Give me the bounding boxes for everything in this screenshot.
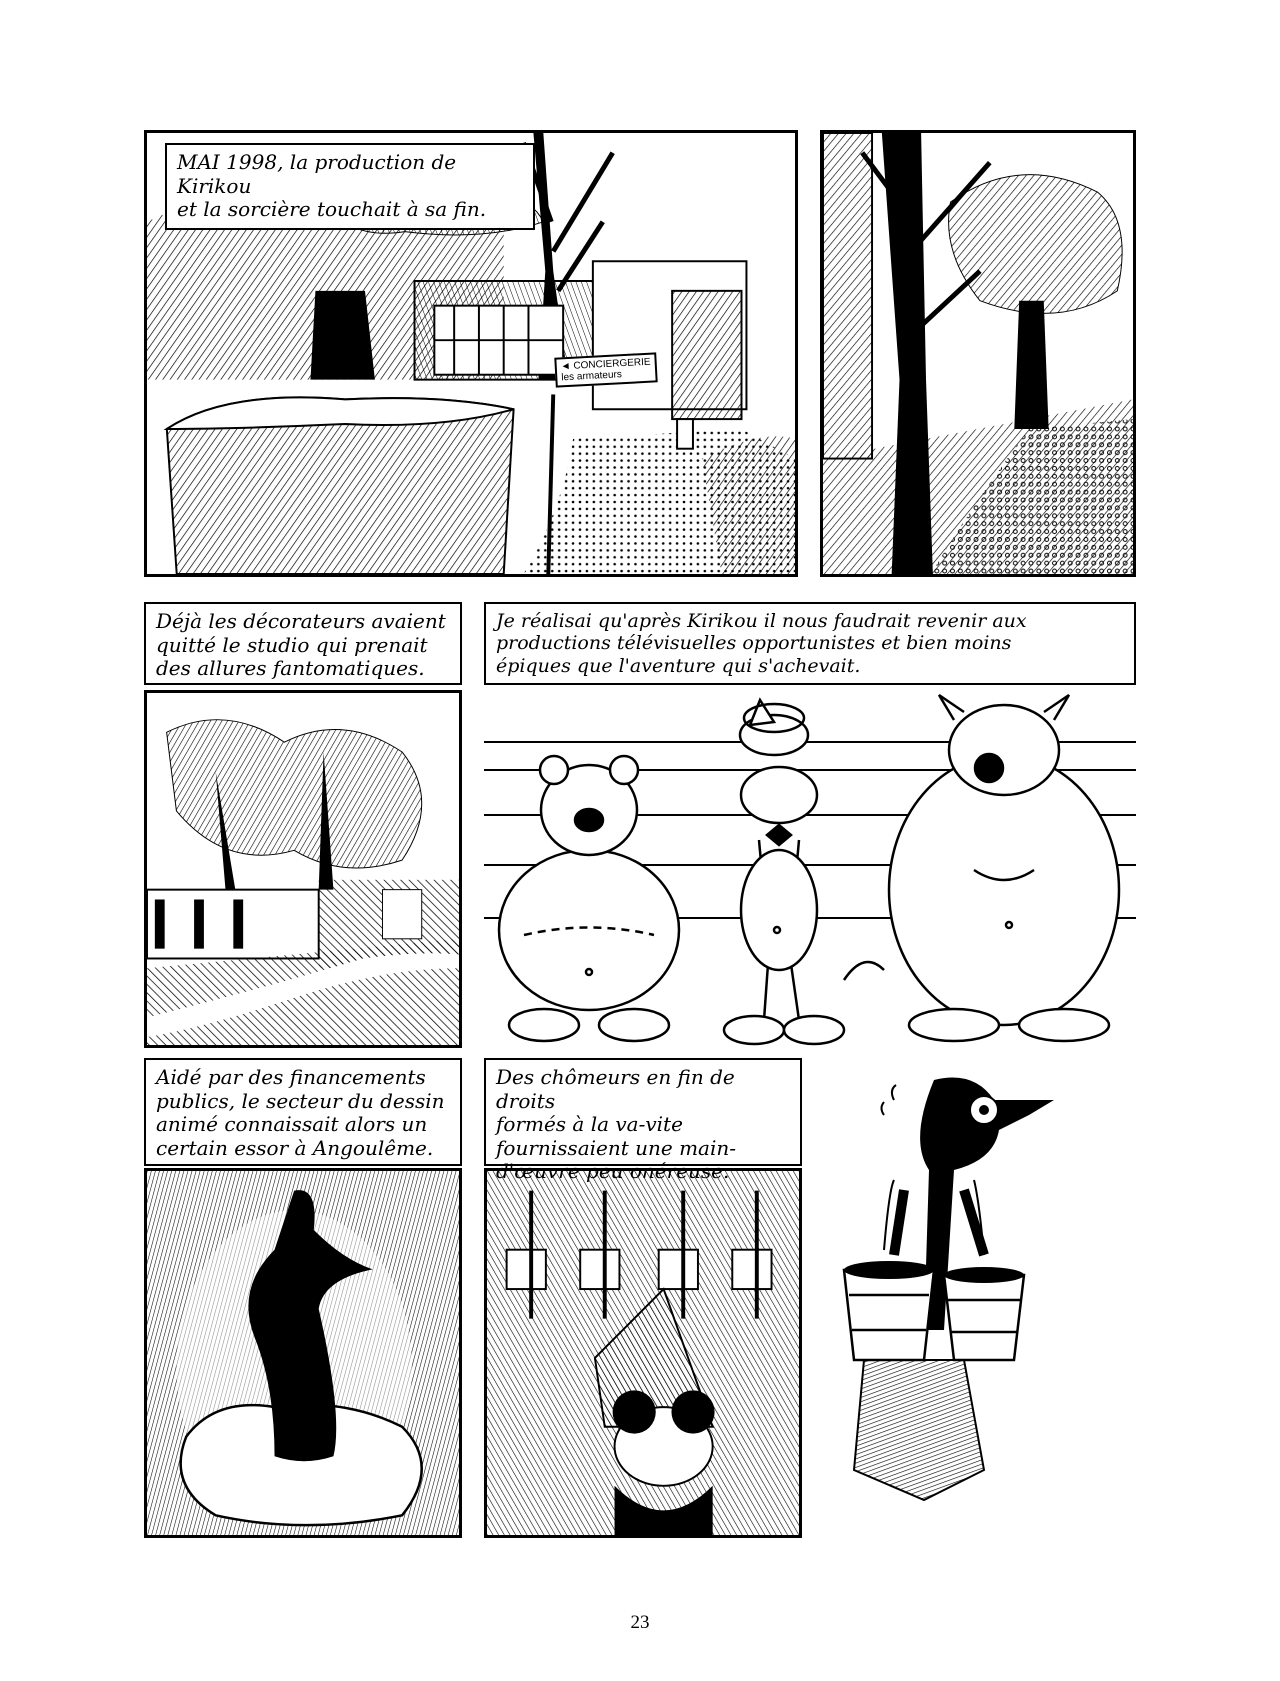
page-number: 23 bbox=[630, 1612, 650, 1633]
panel-3-empty-studio bbox=[144, 690, 462, 1048]
caption-text: Je réalisai qu'après Kirikou il nous faudrait revenir aux productions télévisuelles opportunistes et bien moins épiques que l'aventure qui s'achevait. bbox=[496, 610, 1027, 677]
caption-box bbox=[484, 1058, 802, 1184]
panel-4-tv-characters bbox=[484, 690, 1136, 1048]
panel-5-figure-on-hand bbox=[144, 1168, 462, 1538]
caption-box bbox=[144, 602, 462, 685]
caption-text: Des chômeurs en fin de droits formés à la va-vite fournissaient une main- d'œuvre peu onéreuse. bbox=[496, 1065, 736, 1184]
panel-7-water-carrier bbox=[824, 1070, 1136, 1538]
caption-text: Déjà les décorateurs avaient quitté le studio qui prenait des allures fantomatiques. bbox=[156, 609, 446, 681]
panel-5-illustration bbox=[147, 1171, 459, 1535]
caption-box bbox=[165, 143, 535, 230]
sign-line-1: ◄ CONCIERGERIE bbox=[560, 356, 651, 373]
sign-line-2: les armateurs bbox=[561, 369, 623, 384]
caption-text: Aidé par des financements publics, le secteur du dessin animé connaissait alors un certain essor à Angoulême. bbox=[156, 1065, 445, 1160]
panel-2-trees bbox=[820, 130, 1136, 577]
panel-3-illustration bbox=[147, 693, 459, 1045]
panel-7-illustration bbox=[824, 1070, 1136, 1538]
panel-6-sorcerer-apprentice bbox=[484, 1168, 802, 1538]
caption-box bbox=[144, 1058, 462, 1166]
caption-text: MAI 1998, la production de Kirikou et la sorcière touchait à sa fin. bbox=[177, 150, 487, 222]
conciergerie-sign bbox=[554, 352, 657, 387]
panel-2-illustration bbox=[823, 133, 1133, 574]
caption-box bbox=[484, 602, 1136, 685]
panel-4-illustration bbox=[484, 690, 1136, 1048]
panel-6-illustration bbox=[487, 1171, 799, 1535]
panel-1-studio-exterior bbox=[144, 130, 798, 577]
